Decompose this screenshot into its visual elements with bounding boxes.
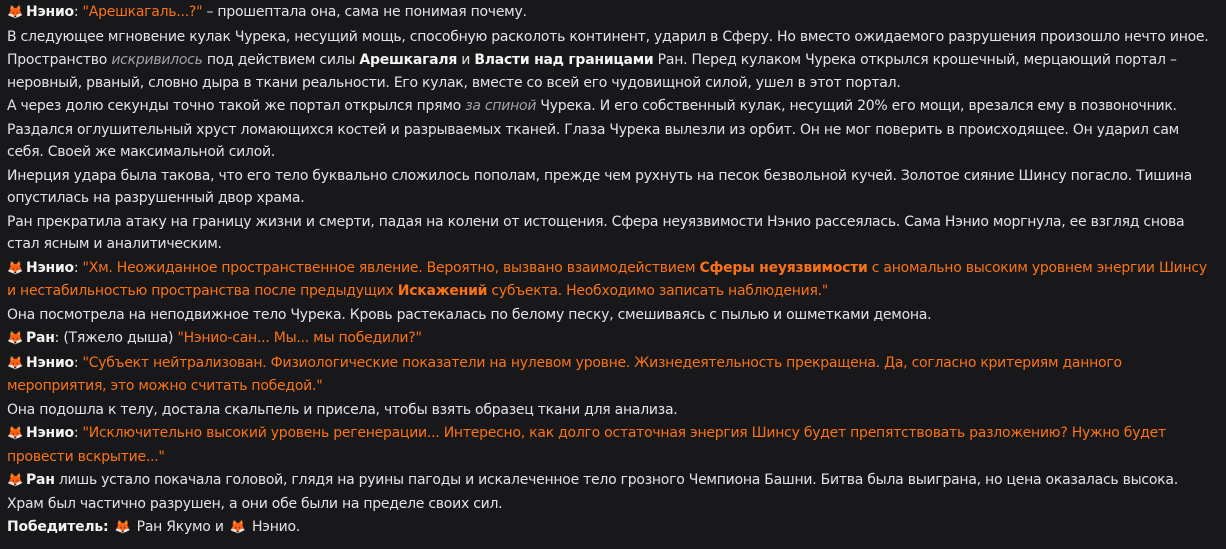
winner-label: Победитель: <box>7 519 109 535</box>
fox-icon: 🦊 <box>7 331 23 346</box>
narration-text: Пространство <box>7 52 112 68</box>
narration-paragraph-6: Ран прекратила атаку на границу жизни и смерти, падая на колени от истощения. Сфера неуязвимости Нэнио рассеялась. Сама Нэнио моргнула, ее взгляд снова стал ясным и аналитическим. <box>7 213 1185 252</box>
winner-name: Ран Якумо <box>136 519 211 535</box>
fox-icon: 🦊 <box>229 520 246 535</box>
quote-text: субъекта. Необходимо записать наблюдения." <box>487 283 829 299</box>
winner-name: Нэнио <box>252 519 296 535</box>
narration-paragraph-1: В следующее мгновение кулак Чурека, несущий мощь, способную расколоть континент, ударил в Сферу. Но вместо ожидаемого разрушения произошло нечто иное. <box>7 28 1209 45</box>
narration-text: Чурека. И его собственный кулак, несущий 20% его мощи, врезался ему в позвоночник. <box>536 98 1177 114</box>
quote-text: с аномально высоким уровнем энергии Шинсу и нестабильностью пространства после предыдущих <box>7 259 1207 299</box>
dialogue-line-nenio-2 <box>7 257 1218 303</box>
speaker-name: Нэнио <box>26 354 74 371</box>
quote-text: "Хм. Неожиданное пространственное явление. Вероятно, вызвано взаимодействием <box>82 259 700 276</box>
narration-paragraph-4: Раздался оглушительный хруст ломающихся костей и разрываемых тканей. Глаза Чурека вылезли из орбит. Он не мог поверить в происходящее. Он ударил сам себя. Своей же максимальной силой. <box>7 121 1179 160</box>
narration-text: и <box>210 519 228 535</box>
narration-paragraph-3 <box>7 95 1218 118</box>
speaker-name: Нэнио <box>26 259 74 276</box>
narration-paragraph-2 <box>7 49 1218 94</box>
speaker-name: Нэнио <box>26 4 74 20</box>
bold-term: Сферы неуязвимости <box>699 259 868 276</box>
speaker-colon: : <box>73 259 83 276</box>
fox-icon: 🦊 <box>7 260 23 276</box>
dialogue-quote: "Исключительно высокий уровень регенерации... Интересно, как долго остаточная энергия Шинсу будет препятствовать разложению? Нужно будет провести вскрытие..." <box>7 425 1166 465</box>
speaker-colon: : <box>73 425 83 441</box>
narration-text: лишь устало покачала головой, глядя на руины пагоды и искалеченное тело грозного Чемпиона Башни. Битва была выиграна, но цена оказалась высока. Храм был частично разрушен, а они обе были на пределе своих сил. <box>7 472 1178 512</box>
narration-text: – прошептала она, сама не понимая почему. <box>202 4 527 20</box>
emphasis-text: искривилось <box>111 52 203 68</box>
narration-text: . <box>295 519 300 535</box>
narration-paragraph-7: Она посмотрела на неподвижное тело Чурека. Кровь растекалась по белому песку, смешиваясь с пылью и ошметками демона. <box>7 306 932 323</box>
speaker-colon: : <box>73 4 79 20</box>
stage-direction: (Тяжело дыша) <box>63 330 178 346</box>
narration-text: А через долю секунды точно такой же портал открылся прямо <box>7 98 466 114</box>
speaker-name: Ран <box>26 330 55 346</box>
narration-paragraph-5: Инерция удара была такова, что его тело буквально сложилось пополам, прежде чем рухнуть на песок безвольной кучей. Золотое сияние Шинсу погасло. Тишина опустилась на разрушенный двор храма. <box>7 167 1192 206</box>
fox-icon: 🦊 <box>7 426 23 441</box>
narration-text: Ран. Перед кулаком Чурека открылся крошечный, мерцающий портал – неровный, рваный, словно дыра в ткани реальности. Его кулак, вместе со всей его чудовищной силой, ушел в этот портал. <box>7 52 1177 91</box>
dialogue-line-ran-1 <box>7 327 1218 351</box>
dialogue-line-nenio-3 <box>7 352 1218 398</box>
fox-icon: 🦊 <box>114 520 131 535</box>
winner-line <box>7 516 1218 540</box>
fox-icon: 🦊 <box>7 473 23 488</box>
speaker-colon: : <box>73 354 83 371</box>
dialogue-line-nenio-4 <box>7 422 1218 468</box>
bold-term: Искажений <box>397 283 488 299</box>
speaker-colon: : <box>54 330 64 346</box>
dialogue-quote: "Нэнио-сан... Мы... мы победили?" <box>177 330 422 346</box>
emphasis-text: за спиной <box>465 98 537 114</box>
dialogue-quote <box>7 260 1207 300</box>
narration-text: и <box>457 52 475 68</box>
bold-term: Арешкагаля <box>359 52 458 68</box>
fox-icon: 🦊 <box>7 5 23 20</box>
dialogue-line-nenio-1 <box>7 1 1218 25</box>
narration-paragraph-8: Она подошла к телу, достала скальпель и присела, чтобы взять образец ткани для анализа. <box>7 401 678 418</box>
bold-term: Власти над границами <box>474 52 654 68</box>
fox-icon: 🦊 <box>7 355 23 371</box>
narration-paragraph-9 <box>7 469 1218 515</box>
dialogue-quote: "Субъект нейтрализован. Физиологические показатели на нулевом уровне. Жизнедеятельность прекращена. Да, согласно критериям данного мероприятия, это можно считать победой." <box>7 354 1122 394</box>
speaker-name: Нэнио <box>26 425 74 441</box>
narration-text: под действием силы <box>202 52 360 68</box>
speaker-name: Ран <box>26 472 55 488</box>
dialogue-quote: "Арешкагаль...?" <box>82 4 203 20</box>
